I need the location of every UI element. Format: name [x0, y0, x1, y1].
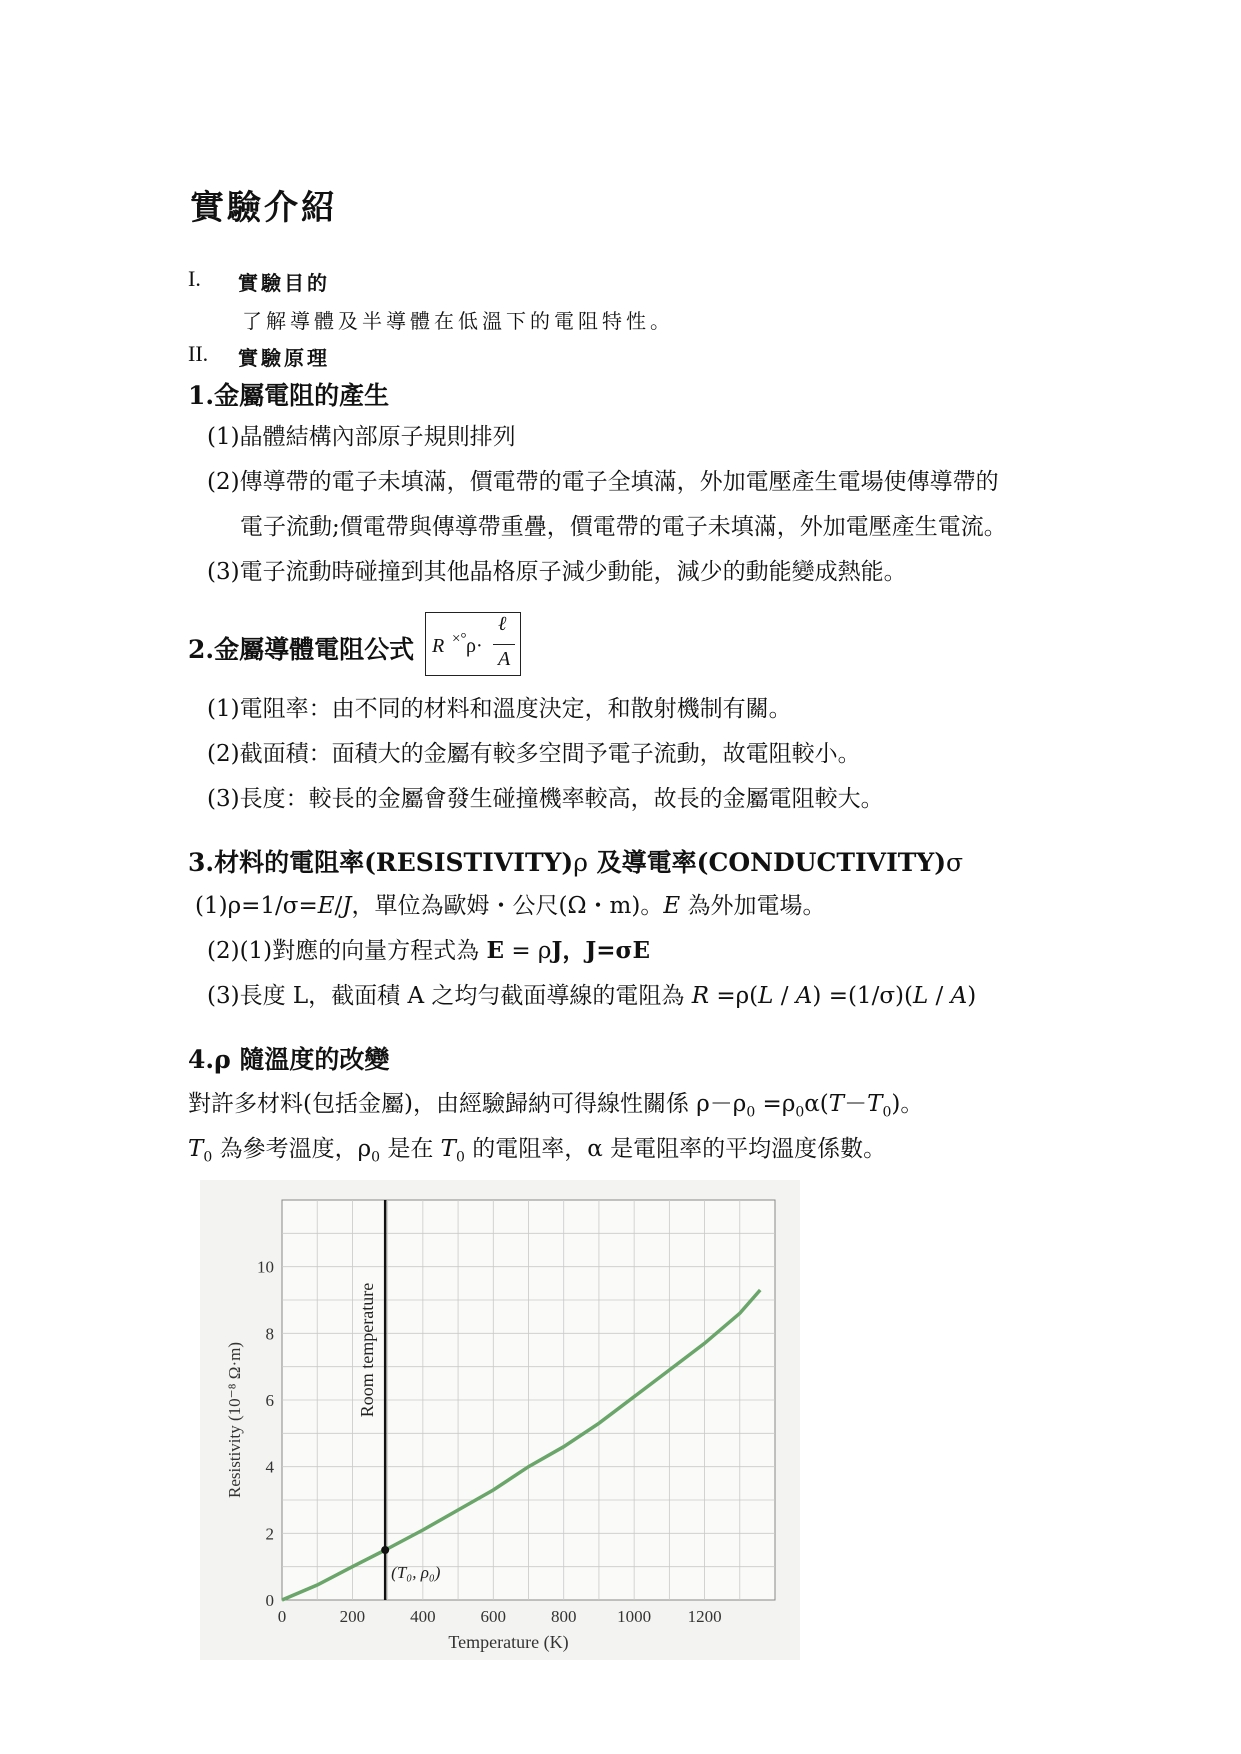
- formula-equals: ×°: [452, 631, 467, 647]
- h3-item-1: (1)ρ=1/σ=E/J，單位為歐姆・公尺(Ω・m)。E 為外加電場。: [195, 893, 826, 919]
- reference-point-label: (T₀, ρ₀): [391, 1563, 441, 1582]
- y-tick-label: 2: [265, 1524, 274, 1544]
- section-1-title: 實驗目的: [238, 271, 330, 295]
- formula-r: R: [432, 635, 445, 657]
- reference-point: [381, 1546, 389, 1554]
- h1-item-2-cont: 電子流動;價電帶與傳導帶重疊，價電帶的電子未填滿，外加電壓產生電流。: [240, 514, 1007, 540]
- h2-item-1: (1)電阻率：由不同的材料和溫度決定，和散射機制有關。: [207, 696, 792, 722]
- formula-numerator: ℓ: [498, 613, 507, 635]
- formula-rho: ρ·: [466, 635, 483, 657]
- y-tick-label: 0: [265, 1591, 274, 1610]
- x-axis-label: Temperature (K): [448, 1632, 569, 1652]
- y-tick-label: 6: [265, 1391, 274, 1410]
- x-tick-label: 400: [410, 1607, 436, 1626]
- formula-denominator: A: [498, 648, 511, 670]
- room-temperature-label: Room temperature: [357, 1282, 378, 1418]
- x-tick-label: 200: [339, 1607, 366, 1626]
- h2-item-3: (3)長度：較長的金屬會發生碰撞機率較高，故長的金屬電阻較大。: [207, 786, 884, 812]
- heading-3-rho: ρ: [573, 848, 588, 877]
- x-tick-label: 0: [277, 1607, 287, 1626]
- h4-line-2: $T_0$ 為參考溫度，$\rho_0$ 是在 $T_0$ 的電阻率，α 是電阻率的平均溫度係數。: [188, 1136, 887, 1166]
- h1-item-1: (1)晶體結構內部原子規則排列: [207, 424, 516, 450]
- section-1-number: I.: [188, 266, 201, 291]
- h4-line-1: 對許多材料(包括金屬)，由經驗歸納可得線性關係 $\rho-\rho_0 =\rho_0\alpha(T-T_0)$。: [188, 1091, 924, 1121]
- y-tick-label: 8: [265, 1324, 274, 1344]
- h2-item-2: (2)截面積：面積大的金屬有較多空間予電子流動，故電阻較小。: [207, 741, 861, 767]
- h1-item-3: (3)電子流動時碰撞到其他晶格原子減少動能，減少的動能變成熱能。: [207, 559, 907, 585]
- x-tick-label: 600: [480, 1607, 507, 1626]
- heading-3-part-a: 3.材料的電阻率(RESISTIVITY): [188, 848, 574, 877]
- resistance-formula-box: [425, 612, 521, 676]
- heading-3-part-b: 及導電率(CONDUCTIVITY): [587, 848, 947, 877]
- section-2-title: 實驗原理: [238, 346, 330, 370]
- heading-3: [188, 843, 963, 879]
- h3-item-2: (2)(1)對應的向量方程式為 E = ρJ，J=σE: [207, 937, 650, 964]
- resistivity-chart-svg: [200, 1180, 800, 1660]
- heading-1: 1.金屬電阻的產生: [188, 381, 390, 410]
- x-tick-label: 1000: [617, 1607, 652, 1626]
- heading-3-sigma: σ: [946, 848, 964, 877]
- y-tick-label: 4: [265, 1457, 274, 1477]
- y-tick-label: 10: [257, 1257, 274, 1277]
- formula-fraction-bar: [493, 644, 515, 645]
- heading-2: 2.金屬導體電阻公式: [188, 635, 415, 664]
- x-tick-label: 1200: [687, 1607, 722, 1626]
- heading-4: 4.ρ 隨溫度的改變: [188, 1045, 390, 1074]
- h1-item-2: (2)傳導帶的電子未填滿，價電帶的電子全填滿，外加電壓產生電場使傳導帶的: [207, 469, 999, 495]
- h3-item-3: (3)長度 L，截面積 A 之均勻截面導線的電阻為 R =ρ(L / A) =(1/σ)(L / A): [207, 983, 977, 1009]
- page-title: 實驗介紹: [190, 188, 338, 228]
- x-tick-label: 800: [550, 1607, 577, 1626]
- resistivity-chart: [200, 1180, 800, 1660]
- section-1-text: 了解導體及半導體在低溫下的電阻特性。: [242, 309, 674, 333]
- section-2-number: II.: [188, 341, 209, 366]
- y-axis-label: Resistivity (10⁻⁸ Ω·m): [225, 1342, 244, 1498]
